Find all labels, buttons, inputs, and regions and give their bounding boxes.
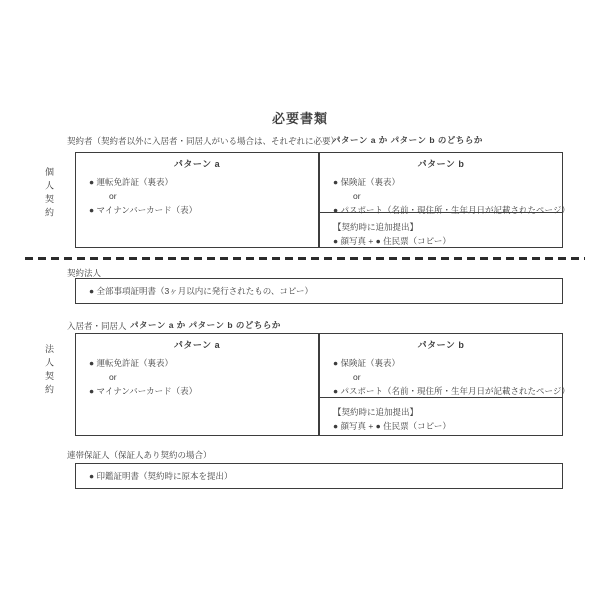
pattern-b-header: パターン b bbox=[417, 159, 465, 169]
or-label: or bbox=[353, 372, 361, 382]
or-label: or bbox=[353, 191, 361, 201]
corporate-contract-side-label: 法人契約 bbox=[44, 344, 54, 398]
document-item: ● パスポート（名前・現住所・生年月日が記載されたページ） bbox=[333, 205, 570, 215]
additional-submission-section bbox=[320, 213, 562, 248]
corporate-entity-box bbox=[75, 278, 563, 304]
residents-heading: 入居者・同居人 bbox=[67, 321, 127, 331]
additional-submission-heading: 【契約時に追加提出】 bbox=[333, 407, 419, 417]
or-label: or bbox=[109, 191, 117, 201]
document-item: ● 運転免許証（裏表） bbox=[89, 358, 173, 368]
pattern-b-cell bbox=[319, 153, 570, 247]
pattern-a-header: パターン a bbox=[173, 340, 221, 350]
individual-contract-side-label: 個人契約 bbox=[44, 167, 54, 221]
section-divider bbox=[25, 257, 585, 260]
corporate-entity-heading: 契約法人 bbox=[67, 268, 102, 278]
document-item: ● マイナンバーカード（表） bbox=[89, 386, 198, 396]
guarantor-heading: 連帯保証人（保証人あり契約の場合） bbox=[67, 450, 212, 460]
guarantor-box bbox=[75, 463, 563, 489]
pattern-b-main bbox=[320, 153, 570, 215]
additional-submission-heading: 【契約時に追加提出】 bbox=[333, 222, 419, 232]
contractor-documents-table bbox=[75, 152, 570, 248]
pattern-a-cell bbox=[76, 334, 319, 435]
document-item: ● 印鑑証明書（契約時に原本を提出） bbox=[89, 471, 233, 481]
page-title: 必要書類 bbox=[271, 111, 328, 126]
residents-pattern-choice: パターン a か パターン b のどちらか bbox=[130, 320, 281, 330]
additional-submission-item: ● 顔写真 + ● 住民票（コピー） bbox=[333, 236, 451, 246]
contractor-heading: 契約者（契約者以外に入居者・同居人がいる場合は、それぞれに必要） bbox=[67, 136, 340, 146]
document-item: ● 全部事項証明書（3ヶ月以内に発行されたもの、コピー） bbox=[89, 286, 314, 296]
document-item: ● マイナンバーカード（表） bbox=[89, 205, 198, 215]
additional-submission-section bbox=[320, 398, 562, 433]
pattern-b-header: パターン b bbox=[417, 340, 465, 350]
pattern-a-header: パターン a bbox=[173, 159, 221, 169]
pattern-b-cell bbox=[319, 334, 570, 435]
contractor-pattern-choice: パターン a か パターン b のどちらか bbox=[332, 135, 483, 145]
document-item: ● 保険証（裏表） bbox=[333, 358, 400, 368]
document-item: ● 運転免許証（裏表） bbox=[89, 177, 173, 187]
additional-submission-item: ● 顔写真 + ● 住民票（コピー） bbox=[333, 421, 451, 431]
residents-documents-table bbox=[75, 333, 570, 436]
or-label: or bbox=[109, 372, 117, 382]
document-item: ● パスポート（名前・現住所・生年月日が記載されたページ） bbox=[333, 386, 570, 396]
pattern-b-main bbox=[320, 334, 570, 398]
pattern-a-cell bbox=[76, 153, 319, 247]
document-item: ● 保険証（裏表） bbox=[333, 177, 400, 187]
